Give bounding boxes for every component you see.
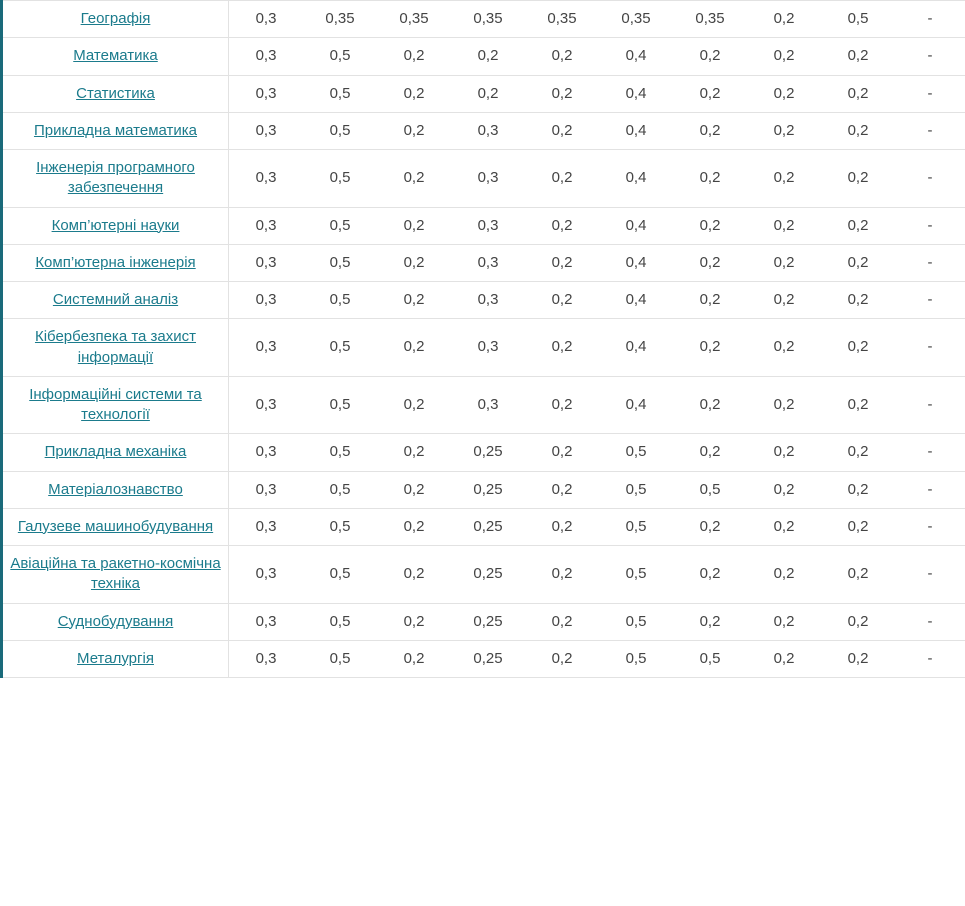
coefficient-cell: 0,3	[229, 640, 304, 677]
coefficient-cell: 0,25	[451, 434, 525, 471]
specialty-link[interactable]: Авіаційна та ракетно-космічна техніка	[10, 555, 221, 593]
coefficient-cell: 0,2	[525, 640, 599, 677]
table-row	[3, 1, 965, 38]
coefficient-cell: 0,2	[747, 376, 821, 434]
coefficient-cell: 0,5	[303, 546, 377, 604]
specialty-link[interactable]: Математика	[73, 47, 158, 65]
coefficient-cell: -	[895, 603, 965, 640]
coefficient-cell: 0,2	[525, 471, 599, 508]
coefficient-cell: 0,2	[821, 282, 895, 319]
coefficient-cell: 0,2	[821, 75, 895, 112]
coefficient-cell: 0,4	[599, 112, 673, 149]
specialty-cell	[3, 207, 229, 244]
coefficient-cell: 0,2	[377, 640, 451, 677]
coefficient-cell: 0,2	[525, 244, 599, 281]
coefficient-cell: 0,2	[747, 244, 821, 281]
coefficient-cell: 0,2	[673, 434, 747, 471]
coefficient-cell: 0,2	[525, 207, 599, 244]
coefficient-cell: 0,2	[821, 434, 895, 471]
specialty-link[interactable]: Металургія	[77, 649, 154, 667]
coefficient-cell: 0,3	[229, 112, 304, 149]
specialty-link[interactable]: Географія	[80, 10, 151, 27]
coefficient-cell: -	[895, 546, 965, 604]
coefficient-cell: 0,25	[451, 546, 525, 604]
coefficient-cell: 0,5	[303, 75, 377, 112]
coefficient-cell: -	[895, 282, 965, 319]
coefficient-cell: -	[895, 640, 965, 677]
coefficient-cell: 0,3	[229, 38, 304, 75]
coefficient-cell: 0,2	[377, 546, 451, 604]
coefficient-cell: 0,2	[673, 112, 747, 149]
specialty-cell	[3, 603, 229, 640]
coefficient-cell: 0,25	[451, 508, 525, 545]
coefficient-cell: 0,5	[303, 112, 377, 149]
coefficient-cell: 0,5	[303, 319, 377, 377]
coefficient-cell: 0,35	[599, 1, 673, 38]
specialty-link[interactable]: Комп’ютерні науки	[51, 216, 180, 234]
table-row	[3, 207, 965, 244]
coefficient-cell: 0,3	[229, 546, 304, 604]
coefficient-cell: 0,5	[303, 640, 377, 677]
coefficient-cell: 0,5	[599, 471, 673, 508]
coefficient-cell: 0,2	[525, 603, 599, 640]
coefficient-cell: 0,4	[599, 244, 673, 281]
coefficient-cell: 0,2	[377, 207, 451, 244]
coefficient-cell: 0,2	[525, 150, 599, 208]
coefficient-cell: 0,4	[599, 150, 673, 208]
coefficient-cell: 0,5	[303, 471, 377, 508]
coefficient-cell: 0,2	[525, 112, 599, 149]
coefficient-cell: 0,5	[303, 603, 377, 640]
coefficient-cell: 0,2	[821, 603, 895, 640]
coefficient-cell: -	[895, 376, 965, 434]
specialty-cell	[3, 38, 229, 75]
coefficient-cell: 0,3	[451, 244, 525, 281]
coefficient-cell: 0,2	[525, 546, 599, 604]
coefficient-cell: 0,5	[599, 603, 673, 640]
coefficient-cell: 0,5	[303, 508, 377, 545]
coefficient-cell: -	[895, 38, 965, 75]
coefficient-cell: 0,5	[303, 150, 377, 208]
table-row	[3, 319, 965, 377]
specialty-cell	[3, 434, 229, 471]
coefficient-cell: 0,2	[377, 75, 451, 112]
coefficient-cell: 0,2	[525, 75, 599, 112]
coefficient-cell: 0,3	[229, 1, 304, 38]
coefficient-cell: 0,2	[821, 207, 895, 244]
coefficient-cell: 0,2	[821, 376, 895, 434]
coefficient-cell: 0,3	[451, 376, 525, 434]
coefficient-cell: 0,5	[599, 640, 673, 677]
coefficient-cell: 0,2	[673, 546, 747, 604]
coefficient-cell: 0,3	[229, 244, 304, 281]
coefficient-cell: 0,2	[821, 112, 895, 149]
coefficient-cell: 0,2	[525, 319, 599, 377]
coefficient-cell: 0,25	[451, 640, 525, 677]
coefficient-cell: 0,4	[599, 207, 673, 244]
specialty-link[interactable]: Галузеве машинобудування	[17, 517, 214, 535]
coefficient-cell: 0,35	[673, 1, 747, 38]
specialty-cell	[3, 471, 229, 508]
coefficient-cell: 0,3	[451, 282, 525, 319]
specialty-link[interactable]: Системний аналіз	[52, 291, 179, 308]
coefficient-cell: 0,3	[229, 508, 304, 545]
coefficient-cell: 0,2	[747, 508, 821, 545]
coefficient-cell: -	[895, 75, 965, 112]
coefficients-table	[3, 0, 965, 678]
specialty-cell	[3, 1, 229, 38]
coefficient-cell: 0,5	[599, 434, 673, 471]
coefficient-cell: 0,5	[599, 546, 673, 604]
coefficient-cell: 0,5	[303, 244, 377, 281]
coefficient-cell: 0,5	[673, 640, 747, 677]
specialty-cell	[3, 282, 229, 319]
coefficient-cell: 0,3	[229, 603, 304, 640]
coefficient-cell: -	[895, 244, 965, 281]
coefficient-cell: 0,2	[747, 546, 821, 604]
coefficient-cell: 0,2	[673, 376, 747, 434]
coefficient-cell: -	[895, 150, 965, 208]
coefficient-cell: 0,2	[377, 471, 451, 508]
coefficient-cell: 0,2	[821, 471, 895, 508]
specialty-cell	[3, 376, 229, 434]
coefficient-cell: 0,2	[747, 207, 821, 244]
coefficient-cell: 0,2	[821, 38, 895, 75]
coefficient-cell: 0,3	[451, 207, 525, 244]
table-row	[3, 376, 965, 434]
coefficient-cell: 0,2	[821, 244, 895, 281]
specialty-link[interactable]: Прикладна механіка	[44, 443, 187, 461]
coefficient-cell: 0,2	[747, 112, 821, 149]
coefficient-cell: 0,2	[377, 508, 451, 545]
specialty-link[interactable]: Статистика	[76, 84, 155, 102]
coefficient-cell: 0,2	[377, 319, 451, 377]
table-row	[3, 244, 965, 281]
specialty-cell	[3, 150, 229, 208]
coefficient-cell: 0,2	[525, 38, 599, 75]
coefficient-cell: 0,5	[673, 471, 747, 508]
specialty-cell	[3, 112, 229, 149]
specialty-link[interactable]: Кібербезпека та захист інформації	[34, 328, 197, 366]
coefficient-cell: 0,4	[599, 75, 673, 112]
coefficient-cell: 0,25	[451, 603, 525, 640]
specialty-cell	[3, 244, 229, 281]
coefficient-cell: 0,2	[821, 546, 895, 604]
table-row	[3, 508, 965, 545]
coefficient-cell: 0,5	[303, 38, 377, 75]
coefficient-cell: -	[895, 112, 965, 149]
coefficient-cell: 0,25	[451, 471, 525, 508]
specialty-link[interactable]: Матеріалознавство	[48, 480, 183, 498]
coefficient-cell: 0,2	[821, 150, 895, 208]
coefficient-cell: 0,2	[377, 244, 451, 281]
coefficient-cell: 0,2	[747, 38, 821, 75]
coefficient-cell: 0,4	[599, 376, 673, 434]
coefficient-cell: 0,2	[451, 38, 525, 75]
table-row	[3, 282, 965, 319]
coefficient-cell: 0,2	[525, 282, 599, 319]
coefficient-cell: -	[895, 207, 965, 244]
coefficient-cell: -	[895, 319, 965, 377]
coefficient-cell: 0,3	[229, 75, 304, 112]
specialty-link[interactable]: Суднобудування	[57, 612, 174, 630]
coefficient-cell: 0,2	[673, 207, 747, 244]
coefficient-cell: 0,2	[747, 282, 821, 319]
coefficient-cell: 0,2	[821, 508, 895, 545]
coefficient-cell: 0,2	[747, 471, 821, 508]
coefficient-cell: -	[895, 1, 965, 38]
coefficient-cell: 0,5	[821, 1, 895, 38]
coefficient-cell: 0,2	[673, 75, 747, 112]
coefficient-cell: 0,2	[821, 319, 895, 377]
coefficient-cell: 0,2	[673, 508, 747, 545]
coefficient-cell: 0,5	[303, 376, 377, 434]
coefficient-cell: 0,3	[451, 319, 525, 377]
coefficient-cell: 0,2	[451, 75, 525, 112]
coefficient-cell: 0,35	[525, 1, 599, 38]
table-row	[3, 640, 965, 677]
coefficient-cell: -	[895, 471, 965, 508]
coefficient-cell: 0,3	[229, 282, 304, 319]
coefficient-cell: 0,2	[747, 1, 821, 38]
specialty-cell	[3, 75, 229, 112]
coefficient-cell: 0,2	[377, 434, 451, 471]
coefficient-cell: 0,2	[377, 282, 451, 319]
coefficient-cell: 0,4	[599, 319, 673, 377]
coefficient-cell: 0,2	[747, 640, 821, 677]
coefficient-cell: 0,3	[229, 319, 304, 377]
specialty-cell	[3, 640, 229, 677]
coefficient-cell: 0,2	[673, 282, 747, 319]
coefficient-cell: 0,35	[303, 1, 377, 38]
specialty-cell	[3, 546, 229, 604]
specialty-cell	[3, 319, 229, 377]
table-row	[3, 603, 965, 640]
table-row	[3, 112, 965, 149]
table-row	[3, 546, 965, 604]
coefficient-cell: 0,2	[747, 434, 821, 471]
coefficient-cell: 0,3	[229, 434, 304, 471]
coefficient-cell: 0,4	[599, 282, 673, 319]
coefficient-cell: 0,3	[451, 112, 525, 149]
coefficient-cell: 0,2	[747, 75, 821, 112]
coefficient-cell: -	[895, 434, 965, 471]
coefficient-cell: 0,2	[747, 150, 821, 208]
table-row	[3, 38, 965, 75]
specialty-cell	[3, 508, 229, 545]
coefficient-cell: 0,2	[673, 603, 747, 640]
coefficient-cell: 0,2	[377, 150, 451, 208]
coefficient-cell: 0,2	[673, 319, 747, 377]
coefficient-cell: 0,3	[229, 207, 304, 244]
coefficient-cell: 0,4	[599, 38, 673, 75]
coefficient-cell: 0,5	[303, 434, 377, 471]
coefficient-cell: 0,2	[673, 244, 747, 281]
coefficient-cell: 0,3	[229, 150, 304, 208]
coefficient-cell: 0,2	[377, 38, 451, 75]
coefficient-cell: 0,3	[229, 376, 304, 434]
coefficient-cell: 0,5	[303, 282, 377, 319]
coefficient-cell: 0,35	[451, 1, 525, 38]
coefficient-cell: 0,2	[821, 640, 895, 677]
coefficient-cell: 0,35	[377, 1, 451, 38]
coefficient-cell: 0,2	[747, 603, 821, 640]
specialty-link[interactable]: Інформаційні системи та технології	[29, 385, 202, 423]
specialty-link[interactable]: Комп’ютерна інженерія	[35, 253, 196, 271]
coefficient-cell: 0,2	[525, 508, 599, 545]
coefficient-cell: 0,2	[377, 112, 451, 149]
table-row	[3, 434, 965, 471]
coefficient-cell: 0,2	[525, 376, 599, 434]
table-row	[3, 471, 965, 508]
specialty-link[interactable]: Прикладна математика	[33, 121, 198, 139]
coefficient-cell: 0,2	[673, 150, 747, 208]
table-row	[3, 75, 965, 112]
coefficient-cell: 0,5	[599, 508, 673, 545]
table-body	[3, 1, 965, 678]
specialty-link[interactable]: Інженерія програмного забезпечення	[36, 159, 195, 197]
coefficient-cell: 0,2	[747, 319, 821, 377]
coefficient-cell: 0,5	[303, 207, 377, 244]
coefficient-cell: 0,2	[377, 603, 451, 640]
table-row	[3, 150, 965, 208]
coefficient-cell: 0,2	[673, 38, 747, 75]
coefficient-cell: 0,3	[451, 150, 525, 208]
coefficient-cell: 0,3	[229, 471, 304, 508]
coefficient-cell: -	[895, 508, 965, 545]
coefficient-cell: 0,2	[377, 376, 451, 434]
coefficient-cell: 0,2	[525, 434, 599, 471]
